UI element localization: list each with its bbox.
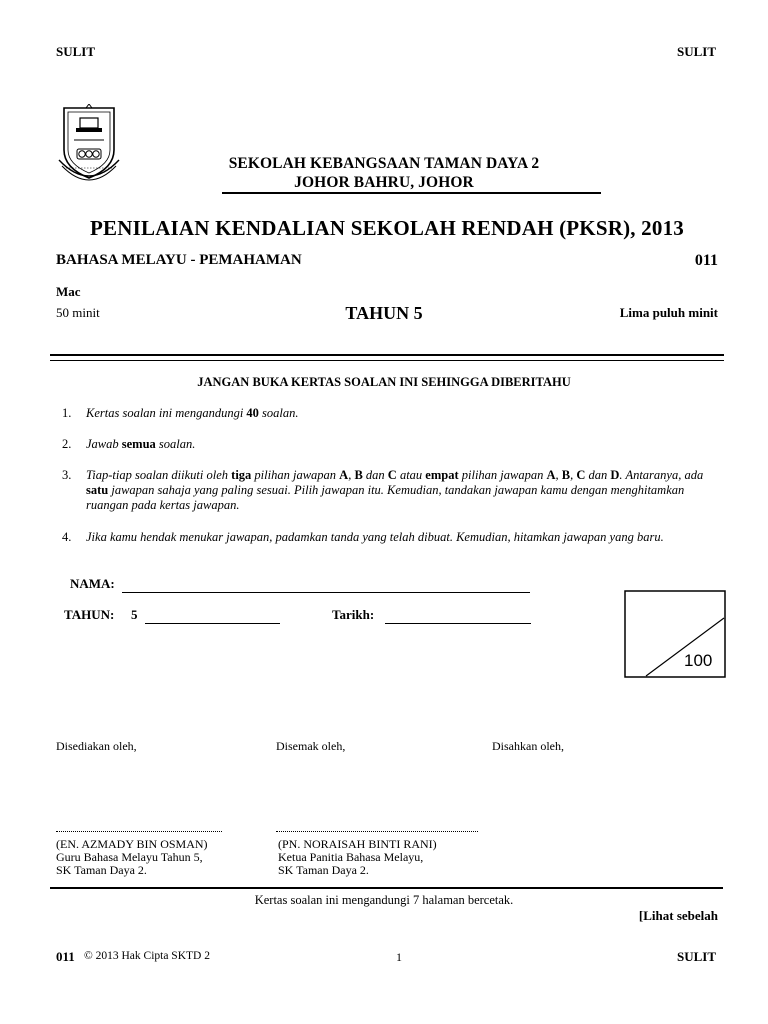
signature-line-prepared xyxy=(56,831,222,832)
exam-duration-long: Lima puluh minit xyxy=(619,305,718,320)
signature-line-checked xyxy=(276,831,478,832)
exam-code: 011 xyxy=(694,252,718,269)
instruction-item-4 xyxy=(62,530,714,545)
class-label: TAHUN: xyxy=(64,607,115,622)
instruction-item-3 xyxy=(62,468,714,513)
score-box[interactable] xyxy=(624,590,726,678)
instruction-text: Tiap-tiap soalan diikuti oleh tiga pilihan jawapan A, B dan C atau empat pilihan jawapan A, B, C dan D. Antaranya, ada satu jawapan sahaja yang paling sesuai. Pilih jawapan itu. Kemudian, tandakan jawapan kamu dengan menghitamkan ruangan pada kertas jawapan. xyxy=(86,468,704,512)
signatory-name: (PN. NORAISAH BINTI RANI) xyxy=(278,837,437,851)
exam-subject: BAHASA MELAYU - PEMAHAMAN xyxy=(56,252,302,268)
signatory-title: Ketua Panitia Bahasa Melayu, xyxy=(278,850,424,864)
signatory-name: (EN. AZMADY BIN OSMAN) xyxy=(56,837,208,851)
instruction-item-1 xyxy=(62,406,714,421)
exam-title: PENILAIAN KENDALIAN SEKOLAH RENDAH (PKSR), 2013 xyxy=(90,216,684,240)
footer-code: 011 xyxy=(56,949,75,964)
checked-by-label: Disemak oleh, xyxy=(276,739,346,753)
instructions-heading: JANGAN BUKA KERTAS SOALAN INI SEHINGGA DIBERITAHU xyxy=(197,375,571,389)
copyright-notice: © 2013 Hak Cipta SKTD 2 xyxy=(84,950,210,962)
school-location: JOHOR BAHRU, JOHOR xyxy=(294,174,474,191)
signatory-1 xyxy=(56,838,208,877)
score-total: 100 xyxy=(684,651,713,670)
name-label: NAMA: xyxy=(70,576,115,591)
double-rule-top xyxy=(50,354,724,356)
class-value: 5 xyxy=(131,607,138,622)
instruction-text: Kertas soalan ini mengandungi 40 soalan. xyxy=(86,406,299,420)
instruction-number: 1. xyxy=(62,406,72,420)
confidential-label-left: SULIT xyxy=(56,44,96,59)
double-rule-bottom xyxy=(50,360,724,361)
footer-rule xyxy=(50,887,723,889)
school-underline xyxy=(222,192,601,194)
approved-by-label: Disahkan oleh, xyxy=(492,739,564,753)
signatory-org: SK Taman Daya 2. xyxy=(56,863,147,877)
exam-month: Mac xyxy=(56,284,81,299)
year-level: TAHUN 5 xyxy=(345,303,423,323)
instruction-text: Jawab semua soalan. xyxy=(86,437,196,451)
instruction-text: Jika kamu hendak menukar jawapan, padamkan tanda yang telah dibuat. Kemudian, hitamkan jawapan yang baru. xyxy=(86,530,664,544)
class-field[interactable] xyxy=(145,623,280,624)
name-field[interactable] xyxy=(122,592,530,593)
exam-duration-short: 50 minit xyxy=(56,305,100,320)
school-name: SEKOLAH KEBANGSAAN TAMAN DAYA 2 xyxy=(228,155,540,172)
confidential-label-right: SULIT xyxy=(676,44,716,59)
signatory-2 xyxy=(278,838,437,877)
date-label: Tarikh: xyxy=(332,607,375,622)
signatory-org: SK Taman Daya 2. xyxy=(278,863,369,877)
signatory-title: Guru Bahasa Melayu Tahun 5, xyxy=(56,850,203,864)
instruction-number: 4. xyxy=(62,530,72,544)
prepared-by-label: Disediakan oleh, xyxy=(56,739,137,753)
instruction-number: 2. xyxy=(62,437,72,451)
pages-note: Kertas soalan ini mengandungi 7 halaman bercetak. xyxy=(254,893,514,907)
turn-over-label: [Lihat sebelah xyxy=(638,908,718,923)
footer-confidential-label: SULIT xyxy=(676,949,716,964)
date-field[interactable] xyxy=(385,623,531,624)
page-number: 1 xyxy=(396,950,402,964)
instruction-item-2 xyxy=(62,437,714,452)
instruction-number: 3. xyxy=(62,468,72,482)
